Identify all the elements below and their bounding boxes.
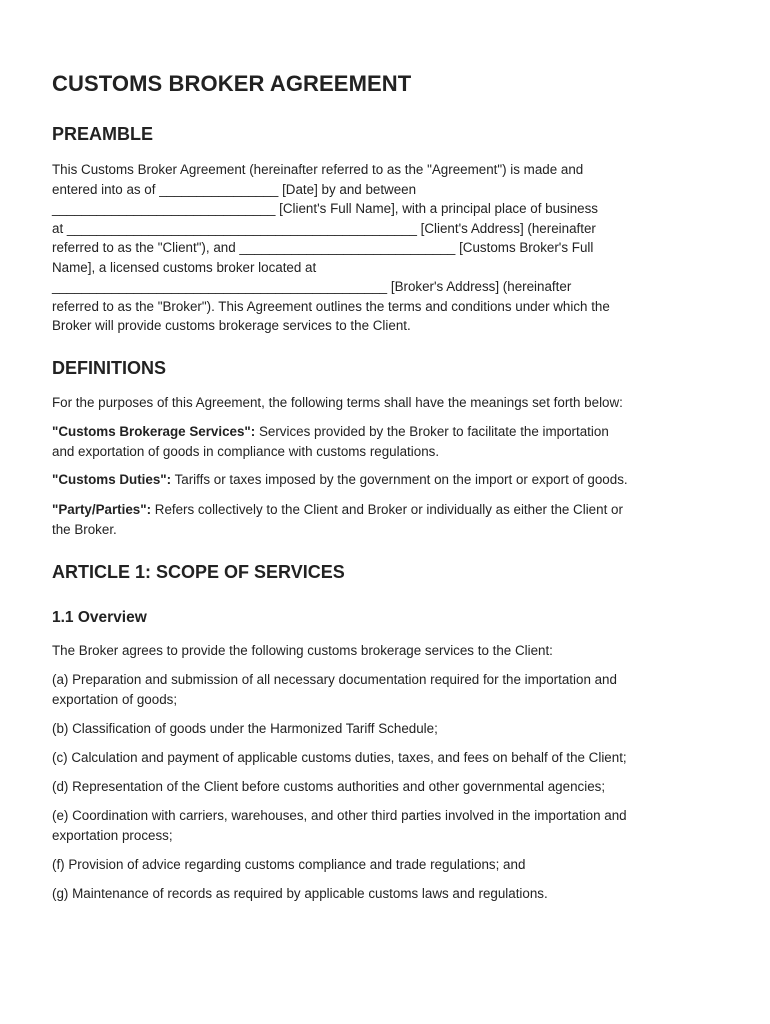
definition-text: Services provided by the Broker to facilitate the importation [255,424,609,439]
document-title: CUSTOMS BROKER AGREEMENT [52,71,412,96]
service-item: (e) Coordination with carriers, warehouses, and other third parties involved in the importation and [52,808,627,823]
definitions-heading: DEFINITIONS [52,358,167,378]
service-item: (d) Representation of the Client before customs authorities and other governmental agencies; [52,779,606,794]
definitions-intro: For the purposes of this Agreement, the following terms shall have the meanings set forth below: [52,395,623,410]
definition-text: Tariffs or taxes imposed by the government on the import or export of goods. [171,472,628,487]
service-item: (b) Classification of goods under the Harmonized Tariff Schedule; [52,721,438,736]
definition-line [52,422,609,442]
preamble-line: This Customs Broker Agreement (hereinafter referred to as the "Agreement") is made and [52,162,584,177]
article-1-heading: ARTICLE 1: SCOPE OF SERVICES [52,562,345,582]
preamble-line: entered into as of ________________ [Date] by and between [52,181,417,197]
service-item-continued: exportation of goods; [52,691,178,707]
service-item: (f) Provision of advice regarding customs compliance and trade regulations; and [52,857,526,872]
service-item: (a) Preparation and submission of all necessary documentation required for the importation and [52,672,617,687]
preamble-line: Broker will provide customs brokerage services to the Client. [52,318,411,333]
preamble-line: referred to as the "Broker"). This Agreement outlines the terms and conditions under which the [52,298,610,314]
preamble-line: at _______________________________________________ [Client's Address] (hereinafter [52,220,596,236]
preamble-heading: PREAMBLE [52,124,154,144]
preamble-line: referred to as the "Client"), and _____________________________ [Customs Broker's Full [52,240,594,255]
service-item: (c) Calculation and payment of applicable customs duties, taxes, and fees on behalf of the Client; [52,750,627,765]
definition-text: Refers collectively to the Client and Broker or individually as either the Client or [151,502,623,517]
preamble-line: Name], a licensed customs broker located at [52,259,317,275]
service-item-continued: exportation process; [52,827,173,843]
definition-line: the Broker. [52,521,117,537]
definition-term: "Customs Brokerage Services": [52,424,256,439]
definition-line [52,500,623,520]
section-1-1-heading: 1.1 Overview [52,609,147,626]
article-1-intro: The Broker agrees to provide the following customs brokerage services to the Client: [52,643,553,658]
definition-line [52,470,628,490]
service-item: (g) Maintenance of records as required by applicable customs laws and regulations. [52,886,548,901]
definition-term: "Customs Duties": [52,472,172,487]
definition-term: "Party/Parties": [52,502,152,517]
preamble-line: _____________________________________________ [Broker's Address] (hereinafter [52,279,572,294]
definition-line: and exportation of goods in compliance with customs regulations. [52,443,440,459]
preamble-line: ______________________________ [Client's Full Name], with a principal place of business [52,201,599,216]
